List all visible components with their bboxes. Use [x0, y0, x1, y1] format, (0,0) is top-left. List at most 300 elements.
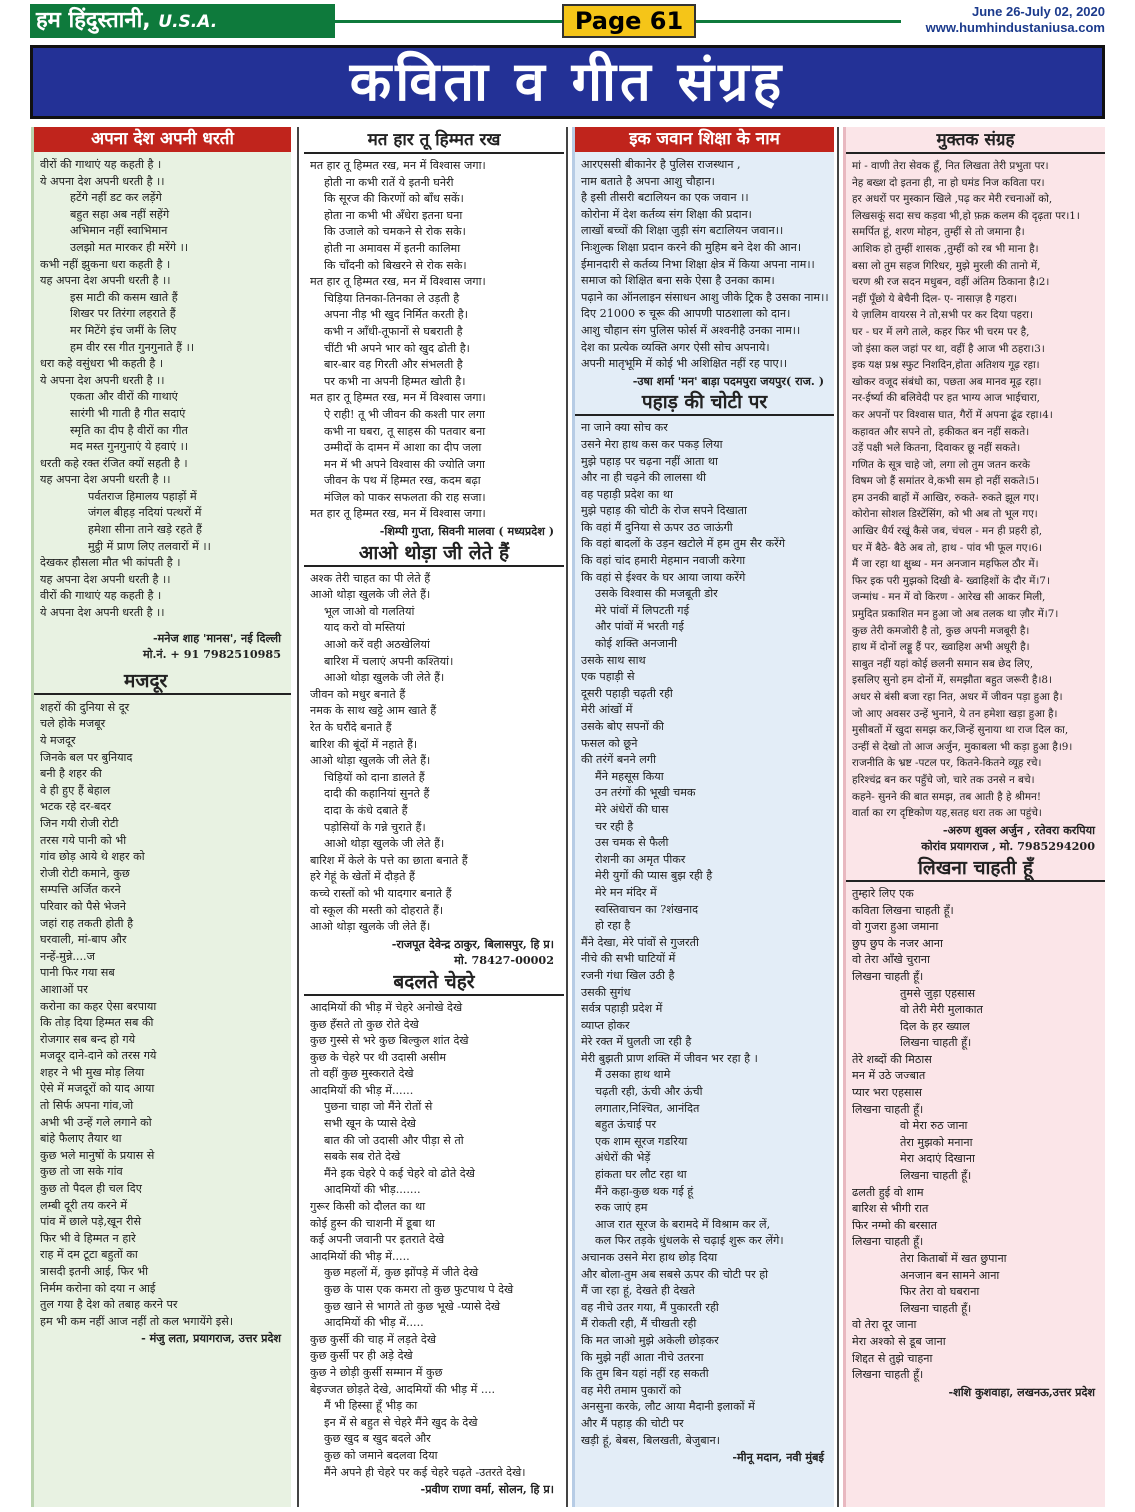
poem-line: कि तोड़ दिया हिम्मत सब की	[40, 1016, 154, 1030]
poem-line: कुछ खाने से भागते तो कुछ भूखे -प्यासे देखे	[324, 1299, 501, 1313]
poem-body	[304, 571, 564, 936]
poem-line: दिए 21000 रु चूरू की आपणी पाठशाला को दान।	[581, 307, 791, 321]
poem-line: अपनी मातृभूमि में कोई भी अशिक्षित नहीं रह पाए।।	[581, 357, 788, 371]
poem-line: आओ थोड़ा खुलके जी लेते हैं।	[324, 837, 445, 851]
poem-title: अपना देश अपनी धरती	[34, 127, 291, 152]
poem-line: नहीं पूँछो ये बेचैनी दिल- ए- नासाज़ है गहरा।	[852, 292, 1017, 305]
poem-line: अचानक उसने मेरा हाथ छोड़ दिया	[581, 1251, 718, 1264]
poem-line: ये अपना देश अपनी धरती है ।।	[40, 174, 165, 188]
poem-line: ऐसे में मजदूरों को याद आया	[40, 1082, 155, 1096]
poem-line: गणित के सूत्र चाहे जो, लगा लो तुम जतन करके	[852, 458, 1031, 471]
poem-line: करोना का कहर ऐसा बरपाया	[40, 999, 157, 1013]
poem-line: निःशुल्क शिक्षा प्रदान करने की मुहिम बने देश की आन।	[581, 240, 802, 254]
poem-line: चले होके मजबूर	[40, 717, 106, 731]
poem-line: समाज को शिक्षित बना सके ऐसा है उनका काम।	[581, 274, 775, 288]
poem-line: चढ़ती रही, ऊंची और ऊंची	[595, 1085, 703, 1099]
poem-line: कि तुम बिन यहां नहीं रह सकती	[581, 1367, 709, 1381]
poem-author: -मनेज शाह 'मानस', नई दिल्ली	[152, 630, 281, 645]
poem-line: मुझे पहाड़ की चोटी के रोज सपने दिखाता	[581, 504, 747, 518]
poem-line: मंजिल को पाकर सफलता की राह सजा।	[324, 490, 486, 504]
poem-line: हाथ में दोनों लड्डू हैं पर, ख्वाहिश अभी अधूरी है।	[852, 641, 1030, 654]
poem-line: कुछ के चेहरे पर थी उदासी असीम	[310, 1050, 447, 1064]
poem-line: सबके सब रोते देखे	[324, 1150, 401, 1164]
poem-line: पढ़ाने का ऑनलाइन संसाधन आशु जीके ट्रिक है उसका नाम।।	[581, 290, 829, 304]
poem-body	[575, 157, 834, 373]
poem-line: सम्पत्ति अर्जित करने	[40, 883, 121, 897]
poem-line: प्रमुदित प्रकाशित मन हुआ जो अब तलक था ज़ौर में।7।	[852, 608, 1059, 621]
poem-line: तुल गया है देश को तबाह करने पर	[40, 1298, 178, 1312]
poem-line: उम्मीदों के दामन में आशा का दीप जला	[324, 441, 482, 455]
poem-line: वो गुजरा हुआ जमाना	[852, 920, 939, 934]
poem-line: फिर भी वे हिम्मत न हारे	[40, 1231, 136, 1245]
poem-line: नन्हें-मुन्ने....ज	[40, 949, 95, 963]
poem-line: बात की जो उदासी और पीड़ा से तो	[324, 1133, 464, 1147]
poem-body	[846, 886, 1105, 1384]
poem-line: अश्क तेरी चाहत का पी लेते हैं	[310, 571, 431, 585]
poem-line: आशिक हो तुम्हीं शासक ,तुम्हीं को रब भी माना है।	[852, 242, 1039, 255]
poem-line: कुछ कुर्सी पर ही अड़े देखे	[310, 1349, 413, 1363]
poem-line: लिखसकूं सदा सच कड़वा भी,हो फ़क़ कलम की दृढ़ता पर।1।	[852, 209, 1080, 222]
poem-line: मैं जा रहा हूं, देखते ही देखते	[581, 1284, 695, 1298]
poem-line: वे ही हुए हैं बेहाल	[40, 783, 111, 797]
poem-line: मैं जा रहा था क्षुब्ध - मन अनजान महफिल ठौर में।	[852, 558, 1039, 571]
poem-body	[575, 420, 834, 1449]
poem-line: स्मृति का दीप है वीरों का गीत	[70, 423, 188, 437]
poem-line: नीचे की सभी घाटियों में	[581, 952, 676, 966]
poem-line: पुछना चाहा जो मैंने रोतों से	[324, 1100, 433, 1114]
poem-line: कुछ तो पैदल ही चल दिए	[40, 1182, 142, 1196]
poem-line: परिवार को पैसे भेजने	[40, 899, 126, 913]
poem-line: प्यार भरा एहसास	[852, 1086, 922, 1100]
poem-line: फिर नग्मो की बरसात	[852, 1218, 937, 1232]
poem-line: वो तेरा दूर जाना	[852, 1318, 917, 1332]
poem-line: बारिश से भीगी रात	[852, 1202, 929, 1216]
poem-line: घरवाली, मां-बाप और	[40, 933, 127, 947]
author-contact: कोरांव प्रयागराज , मो. 7985294200	[921, 839, 1095, 854]
poem-author: -मीनू मदान, नवी मुंबई	[732, 1450, 824, 1465]
poem-line: चर रही है	[595, 819, 634, 833]
poem-line: जन्मांध - मन में वो किरण - आरेख सी आकर मिली,	[852, 591, 1046, 604]
poem-line: कुछ हँसते तो कुछ रोते देखे	[310, 1017, 419, 1031]
poem-line: जिन गयी रोजी रोटी	[40, 816, 119, 830]
poem-line: मेरा अदाएं दिखाना	[900, 1152, 975, 1166]
poem-line: मां - वाणी तेरा सेवक हूँ, नित लिखता तेरी प्रभुता पर।	[852, 160, 1049, 172]
poem-line: लिखना चाहती हूँ।	[852, 969, 924, 983]
poem-line: कोई हुस्न की चाशनी में डूबा था	[310, 1216, 435, 1230]
poem-line: रेत के घरौंदे बनाते हैं	[310, 721, 392, 734]
poem-line: एक शाम सूरज गडरिया	[595, 1134, 688, 1148]
poem-line: दादा के कंधे दबाते हैं	[324, 803, 408, 817]
poem-line: वह पहाड़ी प्रदेश का था	[581, 487, 673, 501]
poem-line: अंधेरों की भेड़ें	[595, 1151, 651, 1165]
poem-line: बारिश में केले के पत्ते का छाता बनाते हैं	[310, 853, 468, 867]
poem-line: घर में बैठे- बैठे अब तो, हाथ - पांव भी फूल गए।6।	[852, 541, 1043, 554]
poem-line: की तरंगें बनने लगी	[581, 753, 656, 767]
poem-line: कविता लिखना चाहती हूँ।	[852, 903, 954, 917]
poem-line: आओ थोड़ा खुलके जी लेते हैं।	[310, 754, 431, 768]
poem-line: तो वहीं कुछ मुस्कराते देखे	[310, 1067, 414, 1081]
poem-line: एक पहाड़ी से	[581, 670, 635, 684]
poem-line: बार-बार वह गिरती और संभलती है	[324, 358, 463, 372]
poem-line: रोशनी का अमृत पीकर	[595, 852, 686, 866]
poem-line: मेरी बुझती प्राण शक्ति में जीवन भर रहा है ।	[581, 1051, 758, 1065]
poem-line: मत हार तू हिम्मत रख, मन में विश्वास जगा।	[310, 275, 486, 289]
poem-line: तेरा किताबों में खत छुपाना	[900, 1252, 1007, 1265]
poem-line: लिखना चाहती हूँ।	[852, 1235, 924, 1249]
poem-line: मैं उसका हाथ थामे	[595, 1068, 671, 1082]
poem-line: अभी भी उन्हें गले लगाने को	[40, 1115, 152, 1129]
poem-line: छुप छुप के नजर आना	[852, 936, 943, 950]
poem-line: कभी न आँधी-तूफानों से घबराती है	[324, 324, 463, 338]
poem-line: अनसुना करके, लौट आया मैदानी इलाकों में	[581, 1400, 755, 1414]
poem-line: याद करो वो मस्तियां	[324, 621, 405, 635]
poem-line: बसा लो तुम सहज गिरिधर, मुझे मुरली की तानो में,	[852, 259, 1041, 272]
poem-line: एकता और वीरों की गाथाएं	[70, 390, 178, 404]
poem-line: बारिश में चलाएं अपनी कश्तियां।	[324, 654, 454, 668]
poem-line: तरस गये पानी को भी	[40, 833, 127, 847]
poem-line: उन्हीं से देखो तो आज अर्जुन, मुकाबला भी कड़ा हुआ है।9।	[852, 740, 1073, 753]
poem-line: मैं भी हिस्सा हूँ भीड़ का	[324, 1399, 418, 1413]
poem-line: इन में से बहुत से चेहरे मैंने खुद के देखे	[324, 1415, 478, 1429]
poem-line: मन में भी अपने विश्वास की ज्योति जगा	[324, 457, 485, 471]
poem-title: मजदूर	[34, 669, 291, 695]
poem-line: कच्चे रास्तों को भी यादगार बनाते हैं	[310, 886, 452, 900]
poem-line: कोरोना में देश कर्तव्य संग शिक्षा की प्रदान।	[581, 207, 752, 221]
poem-line: विषम जो हैं समांतर वे,कभी सम हो नहीं सकते।5।	[852, 475, 1040, 488]
poem-line: नमक के साथ खट्टे आम खाते हैं	[310, 704, 437, 718]
poem-line: वो स्कूल की मस्ती को दोहराते हैं।	[310, 903, 444, 917]
poem-line: उस चमक से फैली	[595, 836, 669, 850]
poem-line: नर-ईर्ष्या की बलिवेदी पर हत भाग्य आज भाईचारा,	[852, 392, 1040, 405]
poem-line: सर्वत्र पहाड़ी प्रदेश में	[581, 1002, 663, 1016]
poem-line: कि वहां चांद हमारी मेहमान नवाजी करेगा	[581, 554, 746, 568]
poem-line: निर्मम करोना को दया न आई	[40, 1281, 156, 1295]
poem-line: शहर ने भी मुख मोड़ लिया	[40, 1065, 145, 1079]
poem-line: आदमियों की भीड़.......	[324, 1183, 421, 1197]
poem-line: मैंने कहा-कुछ थक गई हूं	[595, 1184, 694, 1198]
poem-line: आओ थोड़ा खुलके जी लेते हैं।	[310, 920, 431, 934]
poem-line: उसके बोए सपनों की	[581, 720, 664, 733]
poem-line: और बोला-तुम अब सबसे ऊपर की चोटी पर हो	[581, 1267, 769, 1281]
poem-line: मत हार तू हिम्मत रख, मन में विश्वास जगा।	[310, 391, 486, 405]
poem-line: कि मुझे नहीं आता नीचे उतरना	[581, 1350, 704, 1364]
poem-author: -शशि कुशवाहा, लखनऊ,उत्तर प्रदेश	[948, 1384, 1095, 1399]
poem-line: धरा कहे वसुंधरा भी कहती है ।	[40, 357, 164, 371]
poem-author: -अरुण शुक्ल अर्जुन , रतेवरा करपिया	[942, 822, 1095, 837]
poem-line: और मैं पहाड़ की चोटी पर	[581, 1416, 684, 1430]
poem-line: मत हार तू हिम्मत रख, मन में विश्वास जगा।	[310, 507, 486, 521]
poem-line: हो रहा है	[595, 919, 631, 933]
poem-line: जीवन को मधुर बनाते हैं	[310, 687, 406, 701]
poem-line: खोकर वजूद संबंधो का, पछता अब मानव मूढ़ रहा।	[852, 375, 1042, 388]
poem-line: शिखर पर तिरंगा लहराते हैं	[70, 307, 176, 321]
poem-title: लिखना चाहती हूँ	[846, 857, 1105, 882]
poem-line: देश का प्रत्येक व्यक्ति अगर ऐसी सोच अपनाये।	[581, 340, 770, 354]
website-link[interactable]: www.humhindustaniusa.com	[925, 20, 1105, 35]
poem-line: इक यक्ष प्रश्न स्फुट निशदिन,होता अतिशय गूढ़ रहा।	[852, 359, 1040, 372]
poem-line: हांकता घर लौट रहा था	[595, 1168, 687, 1182]
poem-line: यह अपना देश अपनी धरती है ।।	[40, 274, 171, 288]
poem-body	[304, 1000, 564, 1481]
poem-body	[34, 700, 291, 1331]
poem-line: वो तेरी मेरी मुलाकात	[900, 1003, 983, 1017]
page-number: Page 61	[562, 4, 696, 38]
poem-line: पड़ोसियों के गन्ने चुराते हैं।	[324, 820, 426, 834]
poem-line: कोरोना सोशल डिस्टेंसिंग, को भी अब तो भूल गए।	[852, 508, 1038, 521]
poem-line: मजदूर दाने-दाने को तरस गये	[40, 1049, 157, 1063]
poem-line: जहां राह तकती होती है	[40, 916, 134, 930]
poem-line: हमेशा सीना ताने खड़े रहते हैं	[88, 523, 202, 537]
poem-line: आओ करें वही अठखेलियां	[324, 638, 430, 652]
poem-line: आओ थोड़ा खुलके जी लेते हैं।	[310, 588, 431, 602]
poem-line: लगातार,निश्चित, आनंदित	[595, 1101, 700, 1115]
poem-author: -शिम्पी गुप्ता, सिवनी मालवा ( मध्यप्रदेश )	[379, 524, 554, 539]
poem-line: सभी खून के प्यासे देखे	[324, 1117, 416, 1131]
poem-line: अभिमान नहीं स्वाभिमान	[70, 224, 168, 238]
poem-line: पांव में छाले पड़े,खून रीसे	[40, 1215, 142, 1229]
poem-line: मेरी आंखों में	[581, 703, 633, 717]
poem-line: कि मत जाओ मुझे अकेली छोड़कर	[581, 1333, 719, 1347]
poem-line: चरण श्री रज सदन मधुबन, वहीं अंतिम ठिकाना है।2।	[852, 276, 1050, 289]
poem-line: कहने- सुनने की बात समझ, तब आती है हे श्रीमन!	[852, 790, 1041, 803]
poem-line: मेरे अंधेरों की घास	[595, 802, 669, 816]
poem-line: कुछ गुस्से से भरे कुछ बिल्कुल शांत देखे	[310, 1034, 469, 1048]
poem-line: और ना ही चढ़ने की लालसा थी	[581, 471, 706, 485]
poem-line: आदमियों की भीड़ में......	[310, 1083, 414, 1097]
poem-line: मेरे रक्त में घुलती जा रही है	[581, 1035, 692, 1049]
poem-line: मैंने इक चेहरे पे कई चेहरे वो ढोते देखे	[324, 1166, 475, 1180]
issue-date: June 26-July 02, 2020	[972, 4, 1105, 19]
poem-line: पानी फिर गया सब	[40, 966, 115, 980]
poem-line: तो सिर्फ अपना गांव,जो	[40, 1099, 134, 1113]
column-2	[304, 127, 564, 1507]
poem-line: ईमानदारी से कर्तव्य निभा शिक्षा क्षेत्र में किया अपना नाम।।	[581, 257, 815, 271]
poem-line: देखकर हौसला मौत भी कांपती है ।	[40, 556, 181, 570]
poem-line: कुछ तो जा सके गांव	[40, 1165, 123, 1179]
poem-line: चींटी भी अपने भार को खुद ढोती है।	[324, 341, 470, 355]
poem-author: - मंजु लता, प्रयागराज, उत्तर प्रदेश	[141, 1331, 281, 1346]
poem-line: ये अपना देश अपनी धरती है ।।	[40, 606, 165, 620]
poem-line: मेरी युगों की प्यास बुझ रही है	[595, 869, 713, 883]
poem-line: हर अधरों पर मुस्कान खिले ,पढ़ कर मेरी रचनाओं को,	[852, 193, 1053, 206]
poem-line: ये मजदूर	[40, 734, 76, 747]
poem-line: पर कभी ना अपनी हिम्मत खोती है।	[324, 374, 466, 388]
poem-line: नाम बताते है अपना आशु चौहान।	[581, 174, 715, 188]
section-banner: कविता व गीत संग्रह	[30, 45, 1105, 119]
poem-line: आओ थोड़ा खुलके जी लेते हैं।	[324, 671, 445, 685]
poem-line: लिखना चाहती हूँ।	[852, 1368, 924, 1382]
poem-line: उसके साथ साथ	[581, 653, 646, 667]
poem-line: त्रासदी इतनी आई, फिर भी	[40, 1265, 149, 1278]
poem-line: ये अपना देश अपनी धरती है ।।	[40, 373, 165, 387]
poem-line: हरिश्चंद्र बन कर पहुँचे जो, चारे तक उनसे न बचे।	[852, 773, 1035, 786]
masthead-title: हम हिंदुस्तानी, U.S.A.	[30, 4, 335, 38]
poem-line: गांव छोड़ आये थे शहर को	[40, 850, 145, 864]
poem-line: तुमसे जुड़ा एहसास	[900, 986, 976, 1000]
poem-line: ढलती हुई वो शाम	[852, 1185, 924, 1199]
poem-body	[304, 158, 564, 523]
poem-line: घर - घर में लगे ताले, कहर फिर भी चरम पर है,	[852, 325, 1030, 338]
poem-line: आज रात सूरज के बरामदे में विश्राम कर लें,	[595, 1217, 771, 1231]
poem-line: मैंने देखा, मेरे पांवों से गुजरती	[581, 935, 699, 949]
poem-line: आदमियों की भीड़ में.....	[310, 1249, 410, 1263]
poem-line: मेरे मन मंदिर में	[595, 885, 657, 899]
poem-line: जिनके बल पर बुनियाद	[40, 750, 133, 764]
poem-line: लिखना चाहती हूँ।	[900, 1036, 972, 1050]
poem-line: कि चाँदनी को बिखरने से रोक सके।	[324, 258, 467, 272]
poem-line: राह में दम टूटा बहुतों का	[40, 1248, 138, 1262]
poem-line: फिर तेरा वो घबराना	[900, 1285, 980, 1299]
poem-line: भूल जाओ वो गलतियां	[324, 604, 415, 618]
poem-line: कुछ ने छोड़ी कुर्सी सम्मान में कुछ	[310, 1365, 443, 1379]
poem-line: होती ना अमावस में इतनी कालिमा	[324, 241, 461, 255]
poem-line: लिखना चाहती हूँ।	[900, 1169, 972, 1183]
poem-line: कुछ महलों में, कुछ झोंपड़े में जीते देखे	[324, 1266, 479, 1280]
author-contact: मो. 78427-00002	[454, 953, 554, 968]
poem-line: और पांवों में भरती गई	[595, 620, 684, 634]
poem-line: उसने मेरा हाथ कस कर पकड़ लिया	[581, 437, 723, 451]
poem-line: मैंने अपने ही चेहरे पर कई चेहरे चढ़ते -उतरते देखे।	[324, 1465, 526, 1479]
poem-line: शहरों की दुनिया से दूर	[40, 700, 130, 714]
poem-line: धरती कहे रक्त रंजित क्यों सहती है ।	[40, 456, 188, 470]
poem-line: बहुत सहा अब नहीं सहेंगे	[70, 207, 170, 221]
poem-line: आखिर धैर्य रखूं कैसे जब, चंचल - मन ही प्रहरी हो,	[852, 525, 1043, 538]
column-4	[843, 127, 1105, 1507]
poem-line: उन तरंगों की भूखी चमक	[595, 786, 696, 800]
poem-line: जीवन के पथ में हिम्मत रख, कदम बढ़ा	[324, 474, 481, 488]
poem-line: मद मस्त गुनगुनाएं ये हवाएं ।।	[70, 440, 189, 454]
poem-line: कुछ तेरी कमजोरी है तो, कुछ अपनी मजबूरी है।	[852, 624, 1030, 637]
poem-line: मुसीबतों में खुदा समझ कर,जिन्हें सुनाया था राज दिल का,	[852, 724, 1069, 737]
poem-title: पहाड़ की चोटी पर	[575, 391, 834, 416]
poem-line: यह अपना देश अपनी धरती है ।।	[40, 572, 171, 586]
poem-line: तेरे शब्दों की मिठास	[852, 1052, 932, 1066]
poem-line: राजनीति के भ्रष्ट -पटल पर, कितने-कितने व्यूह रचे।	[852, 757, 1042, 770]
poem-line: लम्बी दूरी तय करने में	[40, 1198, 128, 1212]
poem-line: वो तेरा आँखे चुराना	[852, 953, 930, 967]
poem-line: फसल को छूने	[581, 736, 638, 750]
masthead	[0, 0, 1135, 42]
poem-line: कुछ भले मानुषों के प्रयास से	[40, 1148, 155, 1162]
poem-line: उड़ें पक्षी भले कितना, दिवाकर छू नहीं सकते।	[852, 442, 1021, 455]
poem-line: कि उजाले को चमकने से रोक सके।	[324, 225, 466, 239]
issue-date-block	[926, 4, 1105, 36]
poem-line: ये ज़ालिम वायरस ने तो,सभी पर कर दिया पहरा।	[852, 309, 1033, 322]
poem-line: दूसरी पहाड़ी चढ़ती रही	[581, 686, 673, 700]
poem-line: आदमियों की भीड़ में.....	[324, 1316, 424, 1330]
poem-line: उसके विश्वास की मजबूती डोर	[595, 587, 718, 601]
poem-line: कभी नहीं झुकना धरा कहती है ।	[40, 257, 171, 271]
poem-line: बेइज्जत छोड़ते देखे, आदमियों की भीड़ में ....	[310, 1382, 496, 1396]
poem-line: मत हार तू हिम्मत रख, मन में विश्वास जगा।	[310, 159, 486, 172]
poem-line: ना जाने क्या सोच कर	[581, 421, 668, 435]
poem-line: हटेंगे नहीं डट कर लड़ेंगे	[70, 191, 162, 205]
poem-line: मुझे पहाड़ पर चढ़ना नहीं आता था	[581, 454, 718, 468]
poem-line: चिड़ियों को दाना डालते हैं	[324, 770, 425, 784]
poem-title: मत हार तू हिम्मत रख	[304, 129, 564, 154]
poem-line: भटक रहे दर-बदर	[40, 800, 111, 814]
column-1	[31, 127, 291, 1507]
poem-line: शिद्दत से तुझे चाहना	[852, 1351, 933, 1365]
poem-line: बहुत ऊंचाई पर	[595, 1118, 657, 1132]
poem-line: कुछ को जमाने बदलवा दिया	[324, 1448, 438, 1462]
poem-line: जो आए अवसर उन्हें भुनाने, ये तन हमेशा खड़ा हुआ है।	[852, 707, 1058, 720]
poem-line: लिखना चाहती हूँ।	[852, 1102, 924, 1116]
poem-line: है इसी तीसरी बटालियन का एक जवान ।।	[581, 191, 749, 205]
poem-line: कि वहां बादलों के उड़न खटोले में हम तुम सैर करेंगे	[581, 537, 786, 551]
poem-line: जंगल बीहड़ नदियां पत्थरों में	[88, 506, 202, 520]
poem-line: स्वस्तिवाचन का ?शंखनाद	[595, 902, 699, 916]
author-contact: मो.नं. + 91 7982510985	[142, 647, 281, 662]
poem-line: दिल के हर ख्याल	[900, 1019, 970, 1033]
poem-line: मैंने महसूस किया	[595, 769, 664, 783]
poem-line: हम वीर रस गीत गुनगुनाते हैं ।।	[70, 340, 195, 354]
poem-line: दादी की कहानियां सुनते हैं	[324, 787, 430, 801]
poem-line: नेह बख्श दो इतना ही, ना हो घमंड निज कविता पर।	[852, 176, 1045, 189]
poem-line: वार्ता का रग दृष्टिकोण यह,सतह धरा तक आ पहुंचे।	[852, 807, 1042, 820]
poem-line: तुम्हारे लिए एक	[852, 886, 914, 900]
poem-line: अनजान बन सामने आना	[900, 1268, 1000, 1282]
poem-author: -राजपूत देवेन्द्र ठाकुर, बिलासपुर, हि प्र।	[391, 936, 554, 951]
poem-line: वीरों की गाथाएं यह कहती है ।	[40, 589, 162, 603]
poem-line: इस माटी की कसम खाते हैं	[70, 290, 178, 304]
poem-line: साबुत नहीं यहां कोई छलनी समान सब छेद लिए,	[852, 657, 1034, 670]
poem-line: वीरों की गाथाएं यह कहती है ।	[40, 158, 162, 171]
poem-line: कुछ के पास एक कमरा तो कुछ फुटपाथ पे देखे	[324, 1283, 514, 1296]
poem-line: हम भी कम नहीं आज नहीं तो कल भगायेंगे इसे।	[40, 1314, 234, 1328]
poem-line: हम उनकी बाहों में आखिर, रुकते- रुकते झूल गए।	[852, 491, 1039, 504]
poem-title: इक जवान शिक्षा के नाम	[575, 127, 834, 152]
poem-line: वो मेरा रुठ जाना	[900, 1119, 968, 1133]
poem-line: रजनी गंधा खिल उठी है	[581, 968, 675, 982]
poem-line: व्याप्त होकर	[581, 1018, 630, 1032]
poem-title: मुक्तक संग्रह	[846, 129, 1105, 154]
poem-line: होता ना कभी भी अँधेरा इतना घना	[324, 208, 463, 222]
poem-line: कल फिर तड़के धुंधलके से चढ़ाई शुरू कर लेंगे।	[595, 1234, 784, 1248]
poem-line: उलझो मत मारकर ही मरेंगे ।।	[70, 240, 189, 254]
poem-line: समर्पित हूं, शरण मोहन, तुम्हीं से तो जमाना है।	[852, 226, 1025, 239]
poem-line: हरे गेहूं के खेतों में दौड़ते हैं	[310, 870, 415, 884]
poem-line: कहावत और सपने तो, हकीकत बन नहीं सकते।	[852, 425, 1030, 438]
poem-line: कि वहां मैं दुनिया से ऊपर उठ जाऊंगी	[581, 520, 733, 534]
poem-body	[34, 157, 291, 622]
poem-line: बनी है शहर की	[40, 767, 102, 781]
poem-line: अधर से बंसी बजा रहा नित, अधर में जीवन पड़ा हुआ है।	[852, 691, 1063, 703]
poem-line: इसलिए सुनो हम दोनों में, समझौता बहुत जरूरी है।8।	[852, 674, 1052, 687]
poem-title: बदलते चेहरे	[304, 971, 564, 996]
poem-line: लाखों बच्चों की शिक्षा जुड़ी संग बटालियन जवान।।	[581, 224, 784, 238]
poem-line: मेरा अश्को से डूब जाना	[852, 1334, 946, 1348]
poem-line: लिखना चाहती हूँ।	[900, 1301, 972, 1315]
poem-line: जो इंसा कल जहां पर था, वहीं है आज भी ठहरा।3।	[852, 342, 1045, 355]
poem-line: कर अपनों पर विश्वास घात, गैरों में अपना ढूंढ रहा।4।	[852, 408, 1053, 421]
poem-author: -उषा शर्मा 'मन' बाड़ा पदमपुरा जयपुर( राज. )	[632, 373, 824, 388]
poem-line: पर्वतराज हिमालय पहाड़ों में	[88, 489, 197, 503]
poem-title: आओ थोड़ा जी लेते हैं	[304, 542, 564, 567]
poem-line: बांहे फैलाए तैयार था	[40, 1132, 122, 1146]
poem-line: मर मिटेंगे इंच जमीं के लिए	[70, 323, 177, 337]
poem-line: वह नीचे उतर गया, मैं पुकारती रही	[581, 1300, 719, 1314]
poem-line: कि सूरज की किरणों को बाँध सकें।	[324, 192, 464, 206]
poem-line: मेरे पांवों में लिपटती गई	[595, 603, 690, 617]
poem-line: ऐ राही! तू भी जीवन की कश्ती पार लगा	[324, 407, 485, 421]
poem-line: वह मेरी तमाम पुकारों को	[581, 1383, 682, 1397]
poem-line: मैं रोकती रही, मैं चीखती रही	[581, 1317, 697, 1331]
poem-line: उसकी सुगंध	[581, 985, 631, 999]
poem-author: -प्रवीण राणा वर्मा, सोलन, हि प्र।	[420, 1482, 554, 1497]
poem-line: कि वहां से ईश्वर के घर आया जाया करेंगे	[581, 570, 746, 584]
poem-line: खड़ी हूं, बेबस, बिलखती, बेजुबान।	[581, 1433, 720, 1447]
